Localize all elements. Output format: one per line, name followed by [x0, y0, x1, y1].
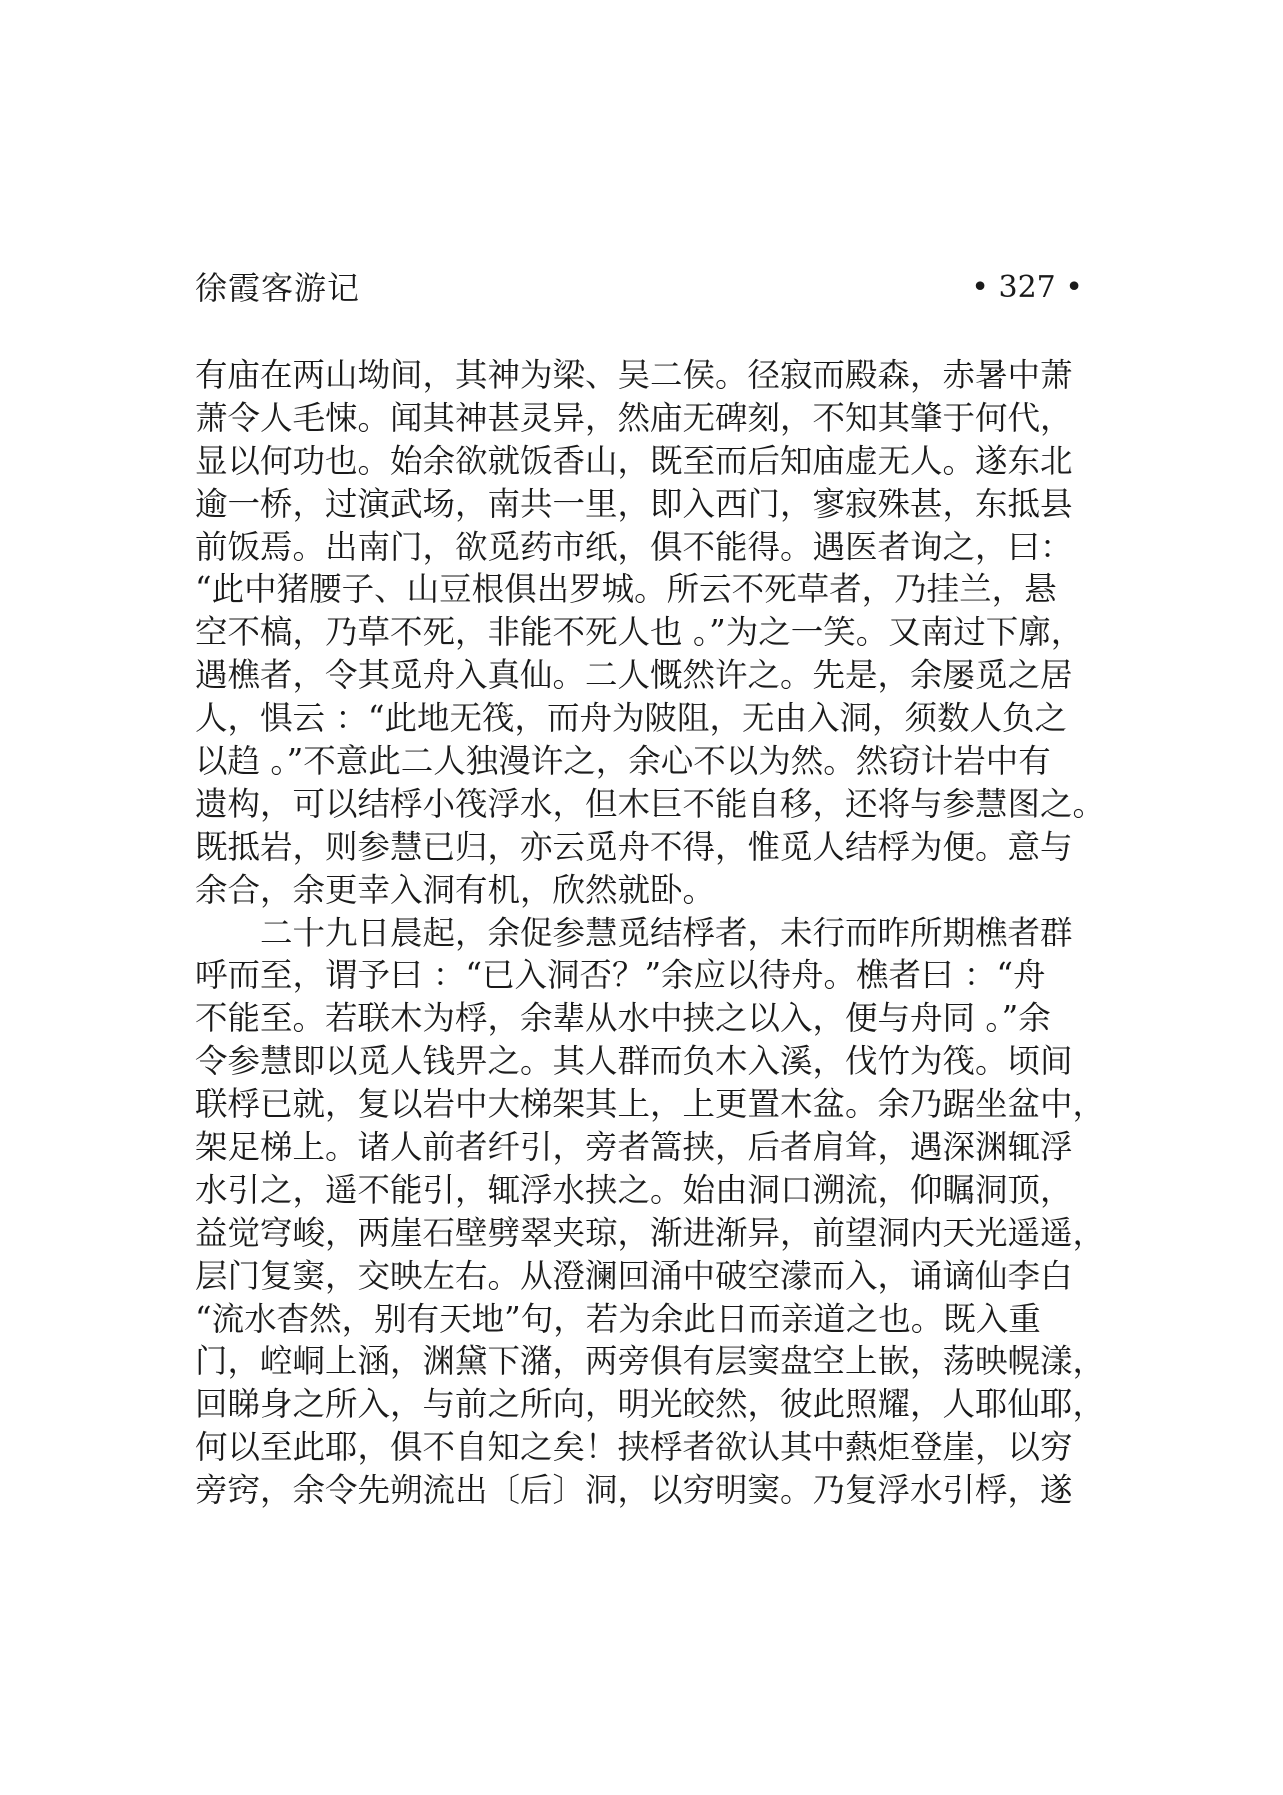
- text-line: 既抵岩，则参慧已归，亦云觅舟不得，惟觅人结桴为便。意与: [195, 827, 1073, 866]
- text-line: 架足梯上。诸人前者纤引，旁者篙挟，后者肩耸，遇深渊辄浮: [195, 1128, 1073, 1167]
- text-line: 益觉穹峻，两崖石壁劈翠夹琼，渐进渐异，前望洞内天光遥遥，: [195, 1213, 1106, 1252]
- text-line: 水引之，遥不能引，辄浮水挟之。始由洞口溯流，仰瞩洞顶，: [195, 1170, 1073, 1209]
- text-line: 联桴已就，复以岩中大梯架其上，上更置木盆。余乃踞坐盆中，: [195, 1085, 1106, 1124]
- text-line: 以趋 。”不意此二人独漫许之，余心不以为然。然窃计岩中有: [195, 742, 1051, 781]
- text-line: 层门复窦，交映左右。从澄澜回涌中破空濛而入，诵谪仙李白: [195, 1256, 1073, 1295]
- body-text: [195, 354, 1106, 1512]
- text-line: 有庙在两山坳间，其神为梁、吴二侯。径寂而殿森，赤暑中萧: [195, 356, 1073, 394]
- text-line: “此中猪腰子、山豆根俱出罗城。所云不死草者，乃挂兰，悬: [195, 570, 1057, 609]
- text-line: 余合，余更幸入洞有机，欣然就卧。: [195, 870, 716, 909]
- text-line: 遗构，可以结桴小筏浮水，但木巨不能自移，还将与参慧图之。: [195, 784, 1106, 823]
- text-line: 人，惧云 ：“此地无筏，而舟为陂阻，无由入洞，须数人负之: [195, 699, 1067, 738]
- text-line: 令参慧即以觅人钱畀之。其人群而负木入溪，伐竹为筏。顷间: [195, 1042, 1073, 1081]
- text-line: 前饭焉。出南门，欲觅药市纸，俱不能得。遇医者询之，曰：: [195, 527, 1073, 566]
- text-line: 何以至此耶，俱不自知之矣！挟桴者欲认其中爇炬登崖，以穷: [195, 1428, 1073, 1467]
- text-line: 空不槁，乃草不死，非能不死人也 。”为之一笑。又南过下廓，: [195, 613, 1084, 652]
- text-line: 显以何功也。始余欲就饭香山，既至而后知庙虚无人。遂东北: [195, 441, 1073, 480]
- paragraph-start-line: 二十九日晨起，余促参慧觅结桴者，未行而昨所期樵者群: [260, 913, 1073, 952]
- text-line: 回睇身之所入，与前之所向，明光皎然，彼此照耀，人耶仙耶，: [195, 1385, 1106, 1424]
- text-line: 不能至。若联木为桴，余辈从水中挟之以入，便与舟同 。”余: [195, 999, 1051, 1038]
- page-number: • 327 •: [971, 270, 1083, 305]
- text-line: 遇樵者，令其觅舟入真仙。二人慨然许之。先是，余屡觅之居: [195, 656, 1073, 695]
- running-title: 徐霞客游记: [195, 269, 361, 307]
- text-line: 逾一桥，过演武场，南共一里，即入西门，寥寂殊甚，东抵县: [195, 484, 1073, 523]
- text-line: 旁窍，余令先朔流出〔后〕洞，以穷明窦。乃复浮水引桴，遂: [195, 1471, 1073, 1510]
- text-line: 门，崆峒上涵，渊黛下潴，两旁俱有层窦盘空上嵌，荡映幌漾，: [195, 1342, 1106, 1381]
- text-line: 萧令人毛悚。闻其神甚灵异，然庙无碑刻，不知其肇于何代，: [195, 398, 1073, 437]
- text-line: “流水杳然，别有天地”句，若为余此日而亲道之也。既入重: [195, 1299, 1041, 1338]
- text-line: 呼而至，谓予曰 ：“已入洞否？”余应以待舟。樵者曰 ：“舟: [195, 956, 1046, 995]
- page-header: [195, 266, 1083, 310]
